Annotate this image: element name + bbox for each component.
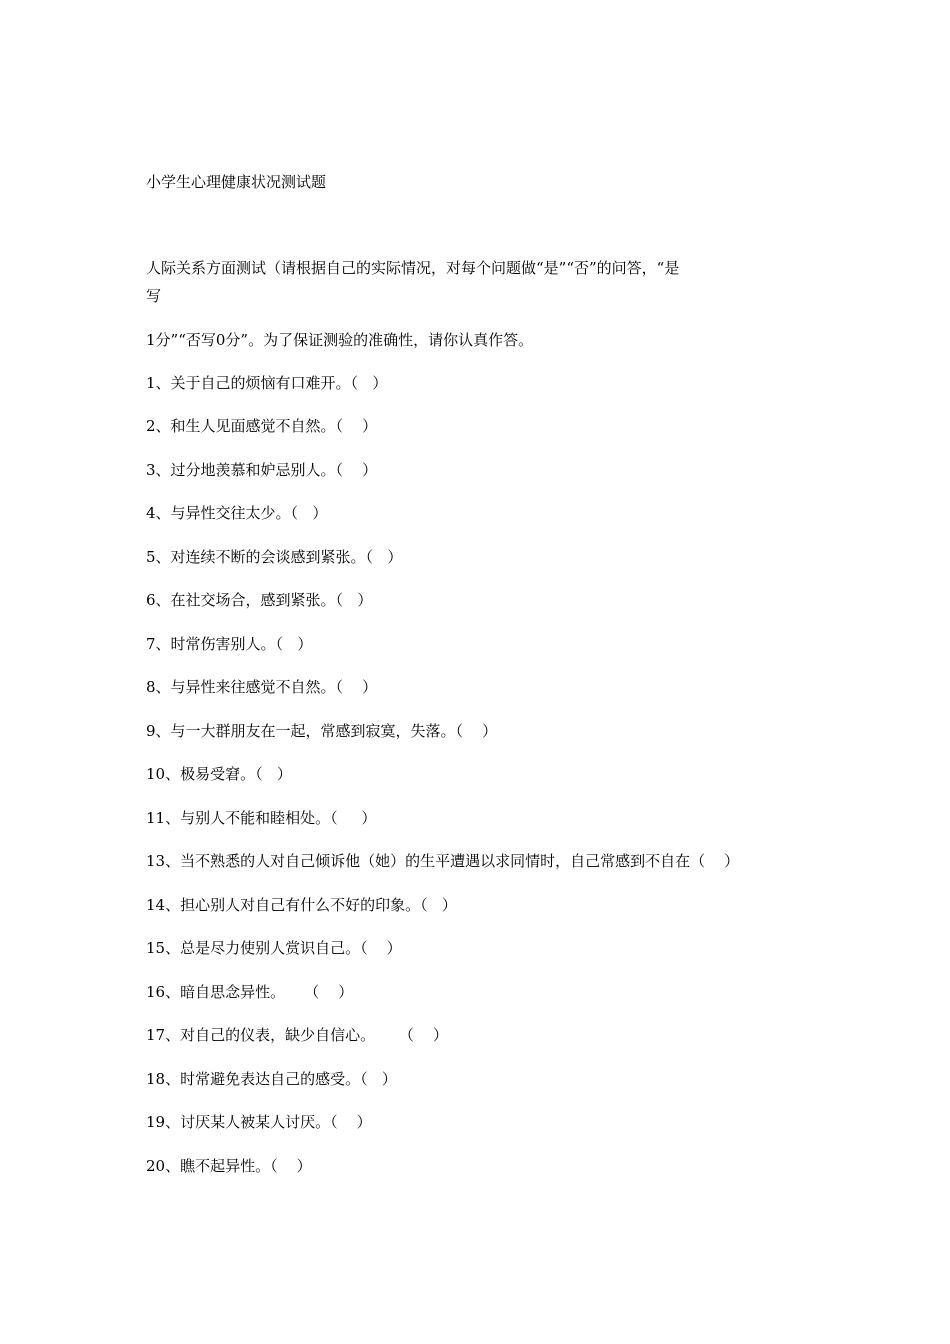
question-item: 9、与一大群朋友在一起，常感到寂寞，失落。（ ） xyxy=(146,722,498,740)
question-item: 19、讨厌某人被某人讨厌。（ ） xyxy=(146,1113,372,1131)
intro-line: 1分”“否写0分”。为了保证测验的准确性，请你认真作答。 xyxy=(146,331,534,349)
question-item: 20、瞧不起异性。（ ） xyxy=(146,1157,312,1175)
question-item: 3、过分地羡慕和妒忌别人。（ ） xyxy=(146,461,378,479)
question-item: 16、暗自思念异性。 （ ） xyxy=(146,983,354,1001)
question-item: 1、关于自己的烦恼有口难开。（ ） xyxy=(146,374,388,392)
question-item: 2、和生人见面感觉不自然。（ ） xyxy=(146,417,378,435)
question-item: 18、时常避免表达自己的感受。（ ） xyxy=(146,1070,397,1088)
question-item: 15、总是尽力使别人赏识自己。（ ） xyxy=(146,939,402,957)
document-title: 小学生心理健康状况测试题 xyxy=(146,173,327,191)
question-item: 17、对自己的仪表，缺少自信心。 （ ） xyxy=(146,1026,449,1044)
question-item: 5、对连续不断的会谈感到紧张。（ ） xyxy=(146,548,403,566)
intro-line: 写 xyxy=(146,287,162,305)
question-item: 14、担心别人对自己有什么不好的印象。（ ） xyxy=(146,896,457,914)
intro-line: 人际关系方面测试（请根据自己的实际情况，对每个问题做“是”“否”的问答，“是 xyxy=(146,259,680,277)
question-item: 6、在社交场合，感到紧张。（ ） xyxy=(146,591,373,609)
question-item: 11、与别人不能和睦相处。（ ） xyxy=(146,809,377,827)
question-item: 7、时常伤害别人。（ ） xyxy=(146,635,313,653)
question-item: 8、与异性来往感觉不自然。（ ） xyxy=(146,678,378,696)
question-item: 4、与异性交往太少。（ ） xyxy=(146,504,328,522)
question-item: 13、当不熟悉的人对自己倾诉他（她）的生平遭遇以求同情时，自己常感到不自在（ ） xyxy=(146,852,740,870)
question-item: 10、极易受窘。（ ） xyxy=(146,765,292,783)
